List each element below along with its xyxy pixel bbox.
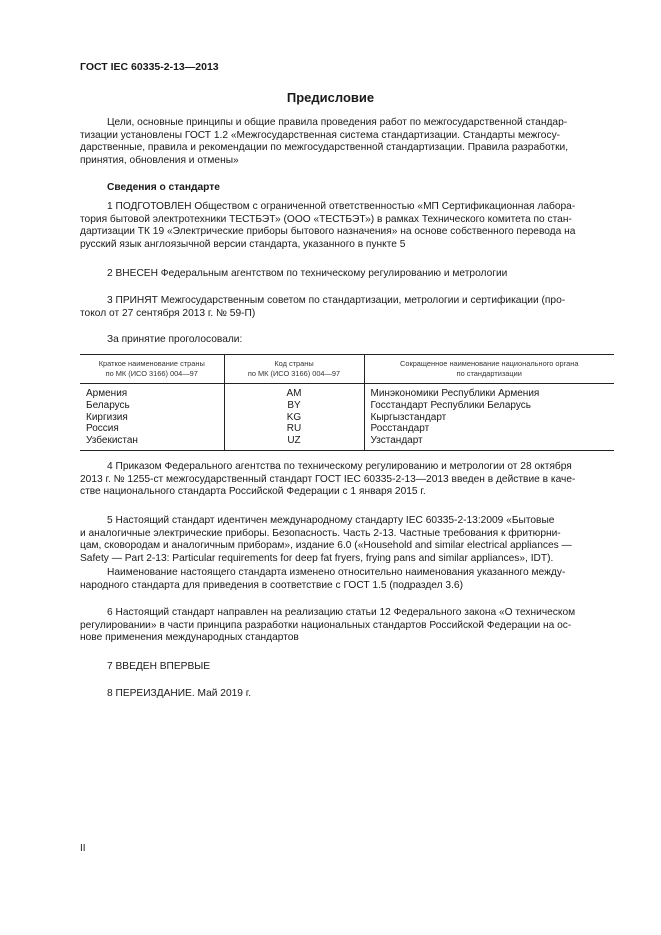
table-header-row xyxy=(80,355,614,384)
text-line: Safety — Part 2-13: Particular requirements for deep fat fryers, frying pans and similar appliances», IDT). xyxy=(80,552,554,564)
text-line: 7 ВВЕДЕН ВПЕРВЫЕ xyxy=(107,661,211,672)
code-cell: KG xyxy=(224,412,364,424)
country-cell: Киргизия xyxy=(80,412,224,424)
text-line: тизации установлены ГОСТ 1.2 «Межгосударственная система стандартизации. Стандарты межгосу- xyxy=(80,129,561,141)
intro-paragraph xyxy=(80,117,614,167)
item-5-paragraph xyxy=(80,515,614,565)
document-id: ГОСТ IEC 60335-2-13—2013 xyxy=(80,61,219,73)
text-line: стве национального стандарта Российской Федерации с 1 января 2015 г. xyxy=(80,486,426,498)
table-row xyxy=(80,384,614,400)
table-row xyxy=(80,400,614,412)
item-1-paragraph xyxy=(80,201,614,251)
text-line: 2 ВНЕСЕН Федеральным агентством по техническому регулированию и метрологии xyxy=(107,268,508,279)
text-line: принятия, обновления и отмены» xyxy=(80,154,239,166)
item-7-paragraph xyxy=(80,661,614,674)
table-row xyxy=(80,435,614,450)
item-3-paragraph xyxy=(80,295,614,320)
code-cell: RU xyxy=(224,423,364,435)
agency-cell: Росстандарт xyxy=(370,423,430,435)
item-5-note-paragraph xyxy=(80,567,614,592)
column-header-country: Краткое наименование страны по МК (ИСО 3166) 004—97 xyxy=(80,355,224,384)
text-line: и аналогичные электрические приборы. Безопасность. Часть 2-13. Частные требования к фритюрни- xyxy=(80,527,561,539)
code-cell: BY xyxy=(224,400,364,412)
text-line: 2013 г. № 1255-ст межгосударственный стандарт ГОСТ IEC 60335-2-13—2013 введен в действие в каче- xyxy=(80,473,576,485)
page-title: Предисловие xyxy=(286,90,375,105)
item-8-paragraph xyxy=(80,688,614,701)
text-line: 3 ПРИНЯТ Межгосударственным советом по стандартизации, метрологии и сертификации (про- xyxy=(107,295,566,306)
country-cell: Узбекистан xyxy=(80,435,224,450)
column-header-agency: Сокращенное наименование национального органа по стандартизации xyxy=(364,355,614,384)
country-cell: Россия xyxy=(80,423,224,435)
text-line: нове применения международных стандартов xyxy=(80,632,299,644)
item-4-paragraph xyxy=(80,461,614,499)
text-line: дартизации ТК 19 «Электрические приборы бытового назначения» на основе собственного перевода на xyxy=(80,226,576,238)
table-row xyxy=(80,423,614,435)
column-header-code: Код страны по МК (ИСО 3166) 004—97 xyxy=(224,355,364,384)
text-line: дарственные, правила и рекомендации по межгосударственной стандартизации. Правила разработки, xyxy=(80,142,569,154)
agency-cell: Госстандарт Республики Беларусь xyxy=(370,399,531,411)
about-heading: Сведения о стандарте xyxy=(107,182,220,193)
page-number: II xyxy=(80,843,86,854)
agency-cell: Узстандарт xyxy=(364,435,614,450)
agency-cell: Кыргызстандарт xyxy=(370,411,447,423)
text-line: Цели, основные принципы и общие правила проведения работ по межгосударственной стандар- xyxy=(107,117,568,128)
text-line: 1 ПОДГОТОВЛЕН Обществом с ограниченной ответственностью «МП Сертификационная лабора- xyxy=(107,201,576,212)
text-line: народного стандарта для приведения в соответствие с ГОСТ 1.5 (подраздел 3.6) xyxy=(80,579,463,591)
text-line: цам, сковородам и аналогичным приборам», издание 6.0 («Household and similar electrical appliances — xyxy=(80,540,572,552)
code-cell: AM xyxy=(224,384,364,400)
text-line: 5 Настоящий стандарт идентичен международному стандарту IEC 60335-2-13:2009 «Бытовые xyxy=(107,515,555,526)
country-cell: Беларусь xyxy=(80,400,224,412)
text-line: токол от 27 сентября 2013 г. № 59-П) xyxy=(80,307,256,319)
text-line: 4 Приказом Федерального агентства по техническому регулированию и метрологии от 28 октября xyxy=(107,461,572,472)
item-2-paragraph xyxy=(80,268,614,281)
text-line: За принятие проголосовали: xyxy=(107,334,243,345)
table-row xyxy=(80,412,614,424)
text-line: 8 ПЕРЕИЗДАНИЕ. Май 2019 г. xyxy=(107,688,252,699)
item-6-paragraph xyxy=(80,607,614,645)
voted-label xyxy=(80,334,614,347)
agency-cell: Минэкономики Республики Армения xyxy=(370,388,540,399)
text-line: русский язык англоязычной версии стандарта, указанного в пункте 5 xyxy=(80,238,406,250)
country-cell: Армения xyxy=(80,384,224,400)
countries-table xyxy=(80,354,614,451)
code-cell: UZ xyxy=(224,435,364,450)
text-line: тория бытовой электротехники ТЕСТБЭТ» (ООО «ТЕСТБЭТ») в рамках Технического комитета по стан- xyxy=(80,213,572,225)
text-line: Наименование настоящего стандарта изменено относительно наименования указанного между- xyxy=(107,567,566,578)
text-line: регулировании» в части принципа разработки национальных стандартов Российской Федерации на ос- xyxy=(80,619,572,631)
text-line: 6 Настоящий стандарт направлен на реализацию статьи 12 Федерального закона «О техническом xyxy=(107,607,576,618)
